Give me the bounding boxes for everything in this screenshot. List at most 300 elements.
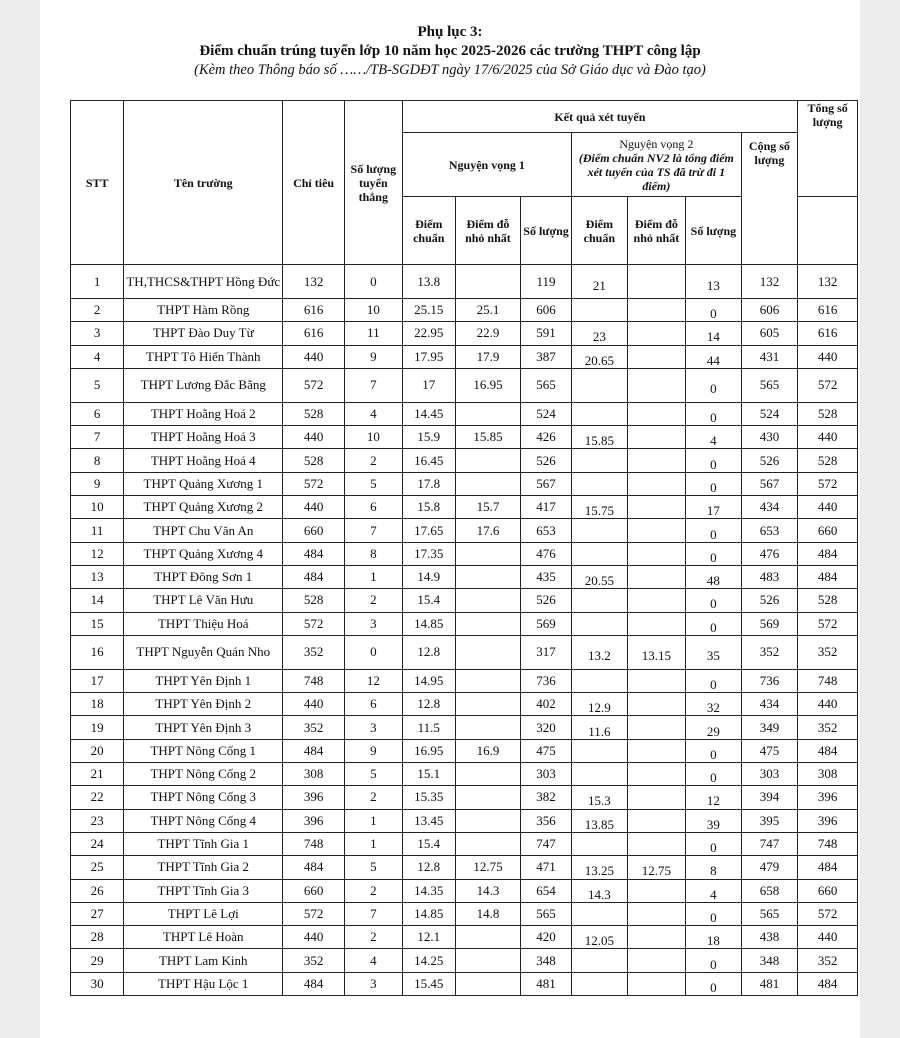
cell-stt: 7 [71,426,124,449]
cell-wish2-min-score [627,565,686,588]
cell-wish2-cutoff [572,265,627,299]
cell-wish2-cutoff [572,972,627,995]
cell-quota: 396 [283,786,345,809]
cell-wish2-count-value: 0 [710,596,717,612]
cell-wish2-count-value: 0 [710,526,717,542]
cell-combined: 658 [741,879,798,902]
cell-wish2-count [686,926,741,949]
cell-direct-admission: 9 [345,739,403,762]
cell-wish1-count: 524 [520,402,571,425]
cell-total: 572 [798,612,858,635]
cell-wish2-count [686,809,741,832]
cell-stt: 12 [71,542,124,565]
cell-wish2-min-score [627,322,686,345]
cell-direct-admission: 1 [345,832,403,855]
cell-wish2-count-value: 32 [706,700,720,716]
cell-wish1-cutoff: 15.8 [402,496,455,519]
cell-quota: 440 [283,926,345,949]
cell-wish1-min-score: 16.95 [455,368,520,402]
cell-wish2-count-value: 18 [706,933,720,949]
cell-combined: 565 [741,902,798,925]
cell-wish2-min-score [627,449,686,472]
cell-combined: 475 [741,739,798,762]
cell-wish1-cutoff: 15.9 [402,426,455,449]
table-row [71,299,858,322]
cell-wish2-cutoff-value: 20.55 [584,573,614,589]
cell-stt: 18 [71,693,124,716]
header-stt: STT [71,101,124,265]
table-row [71,589,858,612]
cell-wish1-min-score: 14.8 [455,902,520,925]
cell-school-name: THPT Lam Kinh [124,949,283,972]
cell-quota: 572 [283,902,345,925]
cell-wish1-min-score [455,763,520,786]
cell-wish1-count: 567 [520,472,571,495]
cell-wish1-cutoff: 17.35 [402,542,455,565]
cell-wish2-count [686,299,741,322]
cell-quota: 396 [283,809,345,832]
cell-total: 528 [798,402,858,425]
cell-wish2-cutoff-value: 13.25 [584,863,614,879]
cell-wish2-min-score [627,786,686,809]
cell-wish2-count-value: 0 [710,770,717,786]
cell-school-name: THPT Nông Cống 3 [124,786,283,809]
cell-wish2-cutoff-value: 23 [592,329,606,345]
cell-wish1-count: 653 [520,519,571,542]
cell-stt: 1 [71,265,124,299]
cell-wish2-min-score [627,299,686,322]
cell-wish1-count: 736 [520,669,571,692]
header-wish2-cutoff: Điểm chuẩn [572,197,627,265]
cell-total: 616 [798,322,858,345]
cell-direct-admission: 10 [345,426,403,449]
cell-stt: 22 [71,786,124,809]
cell-quota: 484 [283,565,345,588]
cell-wish1-min-score [455,265,520,299]
cell-school-name: THPT Hậu Lộc 1 [124,972,283,995]
cell-direct-admission: 5 [345,856,403,879]
cell-quota: 748 [283,832,345,855]
cell-wish1-min-score [455,542,520,565]
cell-wish1-min-score: 22.9 [455,322,520,345]
cell-school-name: THPT Yên Định 3 [124,716,283,739]
cell-direct-admission: 6 [345,693,403,716]
table-row [71,368,858,402]
cell-wish1-cutoff: 16.45 [402,449,455,472]
cell-wish2-count [686,879,741,902]
cell-total: 572 [798,902,858,925]
cell-wish2-count [686,972,741,995]
table-row [71,472,858,495]
cell-wish2-min-score [627,472,686,495]
cell-wish2-cutoff-value: 15.3 [587,793,611,809]
cell-wish2-min-score [627,589,686,612]
cell-quota: 484 [283,856,345,879]
cell-wish2-count [686,856,741,879]
cell-direct-admission: 6 [345,496,403,519]
cell-wish2-count [686,519,741,542]
cell-direct-admission: 4 [345,949,403,972]
table-row [71,763,858,786]
cell-direct-admission: 3 [345,612,403,635]
cell-combined: 303 [741,763,798,786]
cell-wish1-cutoff: 22.95 [402,322,455,345]
cell-wish2-count [686,763,741,786]
table-row [71,542,858,565]
cell-wish2-min-score [627,926,686,949]
cell-combined: 526 [741,449,798,472]
cell-wish1-min-score: 16.9 [455,739,520,762]
cell-school-name: THPT Thiệu Hoá [124,612,283,635]
cell-wish2-cutoff-value: 20.65 [584,352,614,368]
cell-quota: 484 [283,972,345,995]
table-row [71,345,858,368]
header-wish-1: Nguyện vọng 1 [402,133,572,197]
cell-direct-admission: 12 [345,669,403,692]
cell-wish1-count: 420 [520,926,571,949]
cell-stt: 23 [71,809,124,832]
cell-direct-admission: 4 [345,402,403,425]
cell-wish1-count: 402 [520,693,571,716]
cell-wish2-cutoff [572,809,627,832]
cell-wish2-count-value: 0 [710,381,717,397]
cell-wish2-count [686,693,741,716]
cell-wish2-min-score [627,402,686,425]
cell-total: 484 [798,856,858,879]
cell-stt: 2 [71,299,124,322]
cell-wish1-count: 476 [520,542,571,565]
cell-wish1-count: 303 [520,763,571,786]
cell-school-name: THPT Nông Cống 4 [124,809,283,832]
header-wish1-cutoff: Điểm chuẩn [402,197,455,265]
cell-direct-admission: 2 [345,449,403,472]
document-title: Điểm chuẩn trúng tuyển lớp 10 năm học 2025-2026 các trường THPT công lập [199,43,701,59]
cell-wish2-min-score [627,972,686,995]
cell-wish2-cutoff [572,368,627,402]
cell-wish1-min-score [455,449,520,472]
cell-wish2-count [686,612,741,635]
cell-wish2-count-value: 0 [710,410,717,426]
cell-combined: 567 [741,472,798,495]
cell-wish2-count-value: 12 [706,793,720,809]
cell-combined: 569 [741,612,798,635]
cell-wish2-cutoff [572,519,627,542]
cell-wish1-cutoff: 15.4 [402,832,455,855]
cell-wish1-count: 320 [520,716,571,739]
cell-wish1-count: 426 [520,426,571,449]
cell-wish2-count [686,472,741,495]
table-row [71,693,858,716]
cell-wish1-cutoff: 11.5 [402,716,455,739]
table-row [71,496,858,519]
cell-school-name: THPT Tĩnh Gia 2 [124,856,283,879]
cell-wish2-count-value: 0 [710,746,717,762]
document-page [40,0,860,1038]
header-quota: Chỉ tiêu [283,101,345,265]
cell-stt: 11 [71,519,124,542]
cell-wish2-count-value: 44 [706,352,720,368]
cell-total: 352 [798,635,858,669]
cell-wish1-min-score: 14.3 [455,879,520,902]
cell-total: 308 [798,763,858,786]
cell-total: 440 [798,345,858,368]
cell-wish2-count [686,565,741,588]
cell-quota: 484 [283,739,345,762]
header-wish2-count: Số lượng [686,197,741,265]
table-row [71,322,858,345]
cell-school-name: THPT Lương Đắc Bằng [124,368,283,402]
cell-wish2-min-score [627,763,686,786]
cell-wish1-cutoff: 17.8 [402,472,455,495]
cell-wish2-cutoff [572,322,627,345]
cell-quota: 660 [283,519,345,542]
cell-quota: 352 [283,716,345,739]
cell-wish2-count-value: 4 [710,886,717,902]
cell-combined: 524 [741,402,798,425]
cell-combined: 132 [741,265,798,299]
cell-wish1-count: 417 [520,496,571,519]
cell-combined: 736 [741,669,798,692]
cell-wish1-count: 356 [520,809,571,832]
cell-wish1-count: 382 [520,786,571,809]
cell-direct-admission: 0 [345,635,403,669]
cell-stt: 15 [71,612,124,635]
cell-wish2-count [686,786,741,809]
cell-wish2-cutoff [572,879,627,902]
cell-stt: 24 [71,832,124,855]
cell-stt: 13 [71,565,124,588]
cell-wish2-cutoff [572,832,627,855]
cell-direct-admission: 2 [345,786,403,809]
admission-score-table [70,100,858,996]
cell-quota: 440 [283,345,345,368]
table-row [71,716,858,739]
cell-direct-admission: 10 [345,299,403,322]
cell-direct-admission: 3 [345,972,403,995]
cell-direct-admission: 7 [345,519,403,542]
cell-school-name: THPT Yên Định 1 [124,669,283,692]
cell-total: 484 [798,565,858,588]
cell-wish2-count-value: 48 [706,573,720,589]
cell-wish2-min-score [627,949,686,972]
cell-quota: 440 [283,426,345,449]
cell-direct-admission: 7 [345,368,403,402]
cell-total: 396 [798,786,858,809]
header-wish1-min-score: Điểm đỗ nhỏ nhất [455,197,520,265]
cell-combined: 438 [741,926,798,949]
cell-wish1-cutoff: 15.45 [402,972,455,995]
cell-wish1-min-score [455,716,520,739]
cell-total: 572 [798,472,858,495]
cell-school-name: THPT Hoằng Hoá 3 [124,426,283,449]
table-row [71,809,858,832]
cell-combined: 349 [741,716,798,739]
cell-wish1-count: 348 [520,949,571,972]
cell-wish1-min-score [455,565,520,588]
table-row [71,949,858,972]
cell-stt: 9 [71,472,124,495]
cell-stt: 3 [71,322,124,345]
cell-school-name: THPT Tĩnh Gia 3 [124,879,283,902]
cell-wish2-count [686,739,741,762]
cell-wish1-cutoff: 14.45 [402,402,455,425]
cell-wish1-min-score [455,635,520,669]
cell-total: 572 [798,368,858,402]
cell-wish2-cutoff-value: 15.85 [584,433,614,449]
cell-wish1-min-score [455,786,520,809]
cell-stt: 10 [71,496,124,519]
cell-school-name: THPT Lê Hoàn [124,926,283,949]
cell-wish2-cutoff [572,856,627,879]
cell-wish1-count: 565 [520,368,571,402]
cell-wish2-cutoff [572,589,627,612]
cell-wish1-cutoff: 15.35 [402,786,455,809]
cell-wish2-count-value: 0 [710,909,717,925]
cell-school-name: THPT Tĩnh Gia 1 [124,832,283,855]
cell-wish2-cutoff [572,402,627,425]
cell-wish1-count: 565 [520,902,571,925]
cell-wish1-cutoff: 12.8 [402,635,455,669]
cell-wish2-count [686,635,741,669]
cell-wish2-min-score [627,669,686,692]
cell-wish1-cutoff: 14.85 [402,902,455,925]
cell-school-name: THPT Lê Lợi [124,902,283,925]
cell-wish1-min-score [455,693,520,716]
cell-wish2-min-score [627,265,686,299]
cell-quota: 440 [283,693,345,716]
cell-wish2-min-score [627,739,686,762]
cell-wish1-cutoff: 17 [402,368,455,402]
cell-direct-admission: 7 [345,902,403,925]
cell-school-name: THPT Đông Sơn 1 [124,565,283,588]
table-body [71,265,858,996]
cell-school-name: THPT Quảng Xương 2 [124,496,283,519]
cell-wish2-min-score [627,693,686,716]
cell-wish1-min-score: 17.6 [455,519,520,542]
cell-quota: 440 [283,496,345,519]
cell-wish2-min-score [627,496,686,519]
cell-stt: 21 [71,763,124,786]
header-results: Kết quả xét tuyển [402,101,798,133]
cell-wish2-count [686,949,741,972]
table-row [71,426,858,449]
cell-total: 352 [798,949,858,972]
cell-total: 484 [798,972,858,995]
cell-total: 440 [798,426,858,449]
cell-wish1-count: 591 [520,322,571,345]
cell-stt: 25 [71,856,124,879]
cell-wish2-min-score [627,368,686,402]
cell-wish2-count [686,669,741,692]
cell-total: 440 [798,693,858,716]
cell-wish2-cutoff [572,716,627,739]
cell-stt: 20 [71,739,124,762]
cell-wish2-min-score [627,519,686,542]
cell-school-name: TH,THCS&THPT Hồng Đức [124,265,283,299]
cell-wish1-count: 387 [520,345,571,368]
cell-wish2-cutoff-value: 21 [592,277,606,293]
cell-stt: 6 [71,402,124,425]
cell-stt: 28 [71,926,124,949]
cell-wish2-cutoff-value: 12.05 [584,933,614,949]
cell-total: 440 [798,926,858,949]
table-row [71,786,858,809]
cell-wish1-count: 526 [520,449,571,472]
cell-wish2-cutoff [572,669,627,692]
cell-direct-admission: 11 [345,322,403,345]
cell-wish1-min-score [455,589,520,612]
cell-wish1-min-score [455,612,520,635]
cell-wish2-cutoff-value: 13.2 [587,648,611,664]
cell-wish1-min-score: 12.75 [455,856,520,879]
table-row [71,635,858,669]
cell-wish2-count-value: 4 [710,433,717,449]
cell-quota: 572 [283,472,345,495]
cell-total: 396 [798,809,858,832]
cell-total: 484 [798,739,858,762]
cell-direct-admission: 1 [345,565,403,588]
cell-wish1-count: 471 [520,856,571,879]
cell-wish1-count: 435 [520,565,571,588]
cell-quota: 748 [283,669,345,692]
table-row [71,832,858,855]
cell-wish1-cutoff: 14.35 [402,879,455,902]
cell-total: 352 [798,716,858,739]
cell-combined: 434 [741,496,798,519]
cell-wish2-count [686,449,741,472]
cell-wish2-min-score [627,902,686,925]
cell-wish2-min-score [627,809,686,832]
cell-combined: 430 [741,426,798,449]
cell-total: 616 [798,299,858,322]
cell-combined: 526 [741,589,798,612]
cell-total: 748 [798,832,858,855]
cell-wish1-count: 317 [520,635,571,669]
cell-wish2-cutoff [572,635,627,669]
cell-wish2-count-value: 35 [706,648,720,664]
cell-wish2-count [686,265,741,299]
cell-wish2-cutoff [572,902,627,925]
cell-combined: 352 [741,635,798,669]
cell-wish2-count-value: 17 [706,503,720,519]
cell-wish2-min-score [627,832,686,855]
cell-quota: 528 [283,402,345,425]
cell-combined: 483 [741,565,798,588]
cell-wish1-min-score [455,402,520,425]
cell-direct-admission: 0 [345,265,403,299]
cell-wish1-cutoff: 25.15 [402,299,455,322]
cell-wish2-count-value: 0 [710,479,717,495]
cell-combined: 434 [741,693,798,716]
table-row [71,265,858,299]
cell-total: 132 [798,265,858,299]
header-wish-2-title: Nguyện vọng 2 [619,136,694,151]
cell-stt: 27 [71,902,124,925]
cell-wish1-cutoff: 12.8 [402,693,455,716]
cell-wish1-count: 475 [520,739,571,762]
table-row [71,739,858,762]
cell-wish2-min-score [627,879,686,902]
cell-wish2-count [686,496,741,519]
cell-wish2-count-value: 13 [706,277,720,293]
cell-wish2-count-value: 29 [706,723,720,739]
cell-school-name: THPT Hoằng Hoá 4 [124,449,283,472]
cell-wish1-min-score [455,832,520,855]
cell-total: 528 [798,449,858,472]
cell-wish2-count [686,589,741,612]
cell-school-name: THPT Hàm Rồng [124,299,283,322]
cell-wish1-min-score [455,949,520,972]
